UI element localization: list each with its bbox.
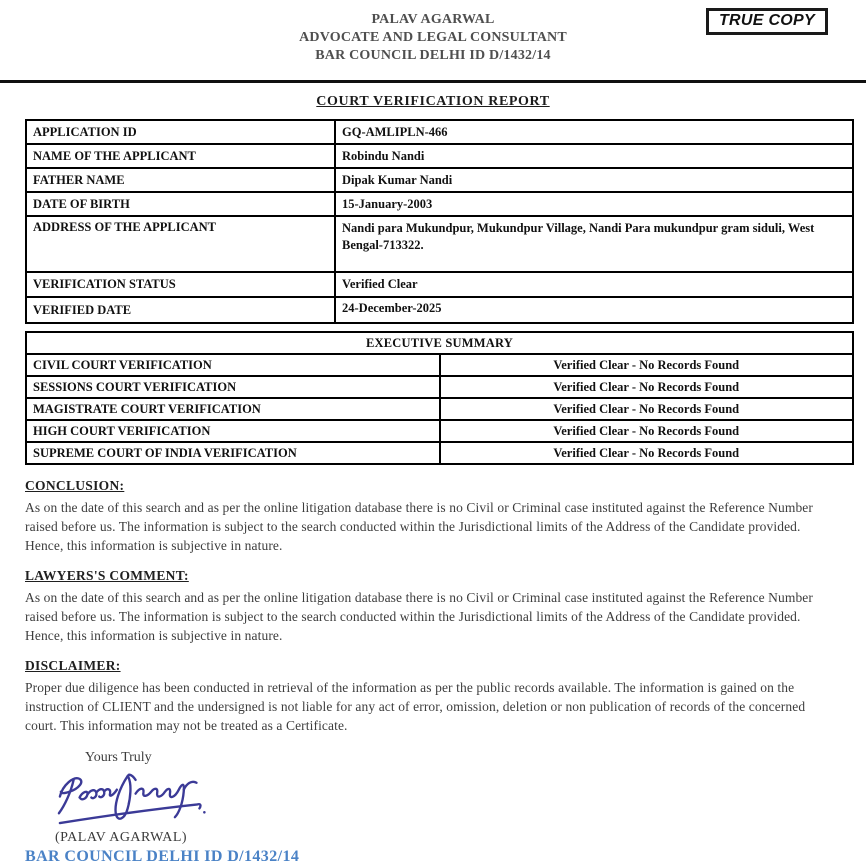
detail-label: NAME OF THE APPLICANT bbox=[26, 144, 335, 168]
summary-title: EXECUTIVE SUMMARY bbox=[26, 332, 853, 354]
table-row bbox=[26, 192, 853, 216]
summary-value: Verified Clear - No Records Found bbox=[440, 442, 854, 464]
detail-value: Verified Clear bbox=[335, 272, 853, 297]
table-row bbox=[26, 354, 853, 376]
conclusion-heading: CONCLUSION: bbox=[25, 478, 125, 493]
conclusion-section bbox=[25, 478, 854, 555]
salutation: Yours Truly bbox=[85, 750, 152, 765]
conclusion-text: As on the date of this search and as per the online litigation database there is no Civil or Criminal case instituted against the Reference Number raised before us. The information is subject to the search conducted within the Jurisdictional limits of the Address of the Candidate provided. Hence, this information is subjective in nature. bbox=[25, 500, 813, 553]
document-body bbox=[25, 119, 854, 866]
table-row bbox=[26, 168, 853, 192]
summary-value: Verified Clear - No Records Found bbox=[440, 376, 854, 398]
header-divider bbox=[0, 80, 866, 83]
detail-value: Nandi para Mukundpur, Mukundpur Village, Nandi Para mukundpur gram siduli, West Bengal-713322. bbox=[335, 216, 853, 272]
lawyers-comment-text: As on the date of this search and as per the online litigation database there is no Civil or Criminal case instituted against the Reference Number raised before us. The information is subject to the search conducted within the Jurisdictional limits of the Address of the Candidate provided. Hence, this information is subjective in nature. bbox=[25, 590, 813, 643]
bar-council-id-line: BAR COUNCIL DELHI ID D/1432/14 bbox=[25, 848, 300, 865]
document-title: COURT VERIFICATION REPORT bbox=[316, 94, 550, 109]
summary-label: SUPREME COURT OF INDIA VERIFICATION bbox=[26, 442, 440, 464]
summary-label: HIGH COURT VERIFICATION bbox=[26, 420, 440, 442]
summary-value: Verified Clear - No Records Found bbox=[440, 354, 854, 376]
advocate-name: PALAV AGARWAL bbox=[371, 12, 495, 27]
summary-header-row bbox=[26, 332, 853, 354]
summary-value: Verified Clear - No Records Found bbox=[440, 398, 854, 420]
detail-value: Dipak Kumar Nandi bbox=[335, 168, 853, 192]
detail-label: VERIFICATION STATUS bbox=[26, 272, 335, 297]
handwritten-signature-icon bbox=[53, 768, 225, 832]
detail-value: 24-December-2025 bbox=[335, 297, 853, 323]
detail-label: ADDRESS OF THE APPLICANT bbox=[26, 216, 335, 272]
table-row bbox=[26, 272, 853, 297]
executive-summary-table bbox=[25, 331, 854, 465]
disclaimer-heading: DISCLAIMER: bbox=[25, 658, 121, 673]
detail-value: 15-January-2003 bbox=[335, 192, 853, 216]
table-row bbox=[26, 442, 853, 464]
table-row bbox=[26, 144, 853, 168]
detail-value: GQ-AMLIPLN-466 bbox=[335, 120, 853, 144]
signatory-name: (PALAV AGARWAL) bbox=[55, 830, 188, 845]
summary-label: SESSIONS COURT VERIFICATION bbox=[26, 376, 440, 398]
disclaimer-section bbox=[25, 658, 854, 735]
table-row bbox=[26, 420, 853, 442]
table-row bbox=[26, 398, 853, 420]
lawyers-comment-heading: LAWYERS'S COMMENT: bbox=[25, 568, 189, 583]
detail-label: VERIFIED DATE bbox=[26, 297, 335, 323]
summary-value: Verified Clear - No Records Found bbox=[440, 420, 854, 442]
detail-label: APPLICATION ID bbox=[26, 120, 335, 144]
advocate-role: ADVOCATE AND LEGAL CONSULTANT bbox=[299, 30, 567, 45]
table-row bbox=[26, 216, 853, 272]
true-copy-stamp: TRUE COPY bbox=[706, 8, 828, 35]
summary-label: MAGISTRATE COURT VERIFICATION bbox=[26, 398, 440, 420]
detail-label: DATE OF BIRTH bbox=[26, 192, 335, 216]
table-row bbox=[26, 120, 853, 144]
disclaimer-text: Proper due diligence has been conducted in retrieval of the information as per the public records available. The information is gained on the instruction of CLIENT and the undersigned is not liable for any act of error, omission, deletion or non publication of records of the concerned court. This information may not be treated as a Certificate. bbox=[25, 680, 806, 733]
detail-label: FATHER NAME bbox=[26, 168, 335, 192]
lawyers-comment-section bbox=[25, 568, 854, 645]
detail-value: Robindu Nandi bbox=[335, 144, 853, 168]
applicant-details-table bbox=[25, 119, 854, 324]
table-row bbox=[26, 297, 853, 323]
summary-label: CIVIL COURT VERIFICATION bbox=[26, 354, 440, 376]
signature-image bbox=[53, 768, 854, 832]
table-row bbox=[26, 376, 853, 398]
advocate-bar-id: BAR COUNCIL DELHI ID D/1432/14 bbox=[315, 48, 551, 63]
